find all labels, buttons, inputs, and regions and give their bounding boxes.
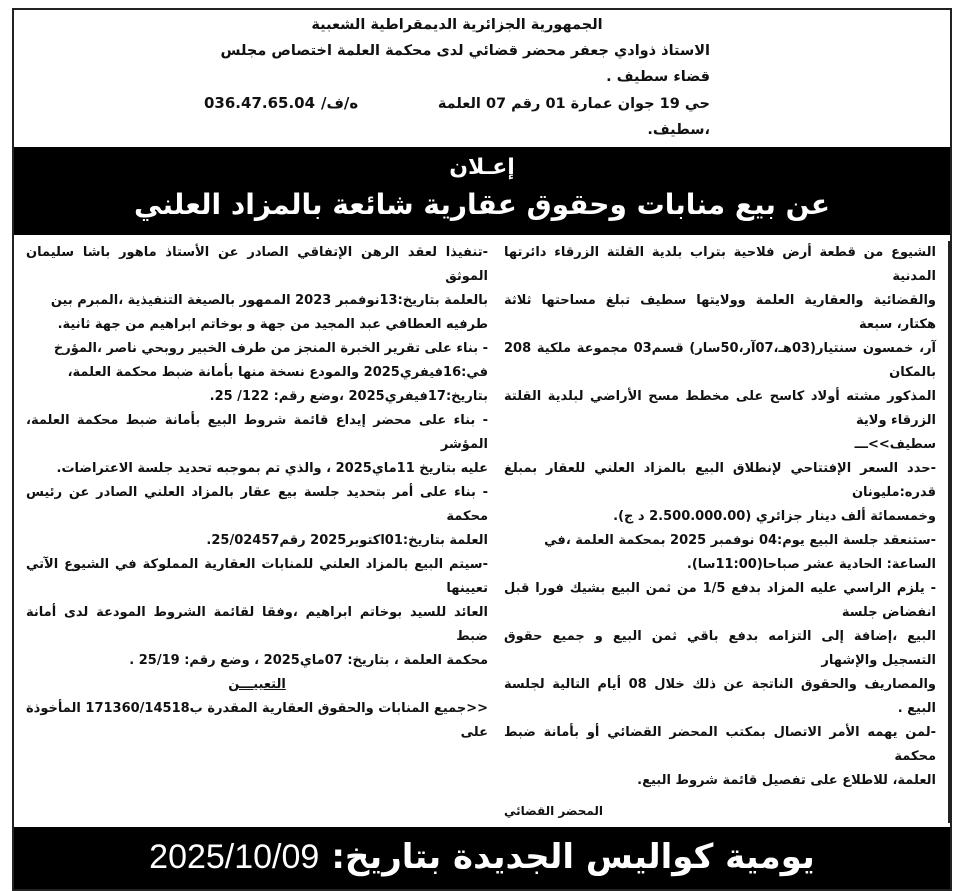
text-line: سطيف>>ـــ bbox=[854, 437, 936, 452]
text-line: آر، خمسون سنتيار(03هـ،07آر،50سار) قسم03 مجموعة ملكية 208 بالمكان bbox=[504, 341, 937, 380]
right-column bbox=[14, 241, 496, 823]
text-line: العلمة، للاطلاع على تفصيل قائمة شروط البيع. bbox=[637, 773, 936, 788]
text-line: والقضائية والعقارية العلمة وولايتها سطيف تبلغ مساحتها ثلاثة هكتار، سبعة bbox=[504, 293, 936, 332]
text-line: محكمة العلمة ، بتاريخ: 07ماي2025 ، وضع رقم: 25/19 . bbox=[129, 653, 488, 668]
notice-header bbox=[14, 10, 950, 147]
text-line: - بناء على تقرير الخبرة المنجز من طرف الخبير روبحي ناصر ،المؤرخ bbox=[53, 341, 488, 356]
left-column bbox=[496, 241, 950, 823]
text-line: طرفيه العطافي عبد المجيد من جهة و بوخاتم ابراهيم من جهة ثانية. bbox=[57, 317, 488, 332]
signature: المحضر القضائي bbox=[504, 804, 604, 818]
text-line: المذكور مشته أولاد كاسح على مخطط مسح الأراضي لبلدية القلتة الزرقاء ولاية bbox=[504, 389, 936, 428]
publication-footer bbox=[14, 827, 950, 889]
text-line: -لمن يهمه الأمر الاتصال بمكتب المحضر القضائي أو بأمانة ضبط محكمة bbox=[504, 725, 936, 764]
text-line: - بناء على محضر إيداع قائمة شروط البيع بأمانة ضبط محكمة العلمة، المؤشر bbox=[26, 413, 488, 452]
bailiff-name: الاستاذ ذوادي جعفر محضر قضائي لدى محكمة العلمة اختصاص مجلس قضاء سطيف . bbox=[220, 43, 710, 85]
text-line: وخمسمائة ألف دينار جزائري (2.500.000.00 د ج). bbox=[613, 509, 936, 524]
phone-value: 036.47.65.04 bbox=[204, 94, 316, 112]
text-line: البيع ،إضافة إلى التزامه بدفع باقي ثمن البيع و جميع حقوق التسجيل والإشهار bbox=[504, 629, 936, 668]
text-line: والمصاريف والحقوق الناتجة عن ذلك خلال 08 أيام التالية لجلسة البيع . bbox=[504, 677, 936, 716]
country-name: الجمهورية الجزائرية الديمقراطية الشعبية bbox=[311, 17, 603, 33]
phone-number bbox=[204, 90, 358, 116]
notice-title: عن بيع منابات وحقوق عقارية شائعة بالمزاد العلني bbox=[134, 188, 830, 221]
text-line: العائد للسيد بوخاتم ابراهيم ،وفقا لقائمة الشروط المودعة لدى أمانة ضبط bbox=[26, 605, 488, 644]
text-line: -ستنعقد جلسة البيع يوم:04 نوفمبر 2025 بمحكمة العلمة ،في bbox=[544, 533, 936, 548]
publication-date: 2025/10/09 bbox=[149, 838, 320, 876]
text-line: - يلزم الراسي عليه المزاد بدفع 1/5 من ثمن البيع بشيك فورا قبل انفضاض جلسة bbox=[504, 581, 936, 620]
text-line: -سيتم البيع بالمزاد العلني للمنابات العقارية المملوكة في الشيوع الآتي تعيينها bbox=[26, 557, 488, 596]
designation-heading: التعييـــن bbox=[228, 677, 286, 692]
text-line: -تنفيذا لعقد الرهن الإتفاقي الصادر عن الأستاذ ماهور باشا سليمان الموثق bbox=[26, 245, 488, 284]
text-line: بتاريخ:17فيفري2025 ،وضع رقم: 122/ 25. bbox=[209, 389, 488, 404]
designation-line: <<جميع المنابات والحقوق العقارية المقدرة ب171360/14518 المأخوذة على bbox=[26, 701, 488, 740]
notice-body bbox=[14, 235, 950, 827]
text-line: بالعلمة بتاريخ:13نوفمبر 2023 الممهور بالصيغة التنفيذية ،المبرم بين bbox=[50, 293, 488, 308]
phone-label: ه/ف/ bbox=[321, 94, 359, 112]
text-line: الساعة: الحادية عشر صباحا(11:00سا). bbox=[686, 557, 936, 572]
text-line: -حدد السعر الإفتتاحي لإنطلاق البيع بالمزاد العلني للعقار بمبلغ قدره:مليونان bbox=[504, 461, 936, 500]
text-line: العلمة بتاريخ:01اكتوبر2025 رقم25/02457. bbox=[206, 533, 488, 548]
text-line: في:16فيفري2025 والمودع نسخة منها بأمانة ضبط محكمة العلمة، bbox=[67, 365, 488, 380]
title-banner bbox=[14, 147, 950, 235]
text-line: عليه بتاريخ 11ماي2025 ، والذي تم بموجبه تحديد جلسة الاعتراضات. bbox=[56, 461, 488, 476]
address-row bbox=[204, 90, 710, 143]
notice-label: إعـلان bbox=[449, 155, 515, 180]
text-line: - بناء على أمر بتحديد جلسة بيع عقار بالمزاد العلني الصادر عن رئيس محكمة bbox=[26, 485, 488, 524]
text-line: الشيوع من قطعة أرض فلاحية بتراب بلدية القلتة الزرقاء دائرتها المدنية bbox=[504, 245, 936, 284]
notice-frame bbox=[12, 8, 952, 891]
publication-label: يومية كواليس الجديدة بتاريخ: bbox=[331, 837, 815, 877]
bailiff-address: حي 19 جوان عمارة 01 رقم 07 العلمة ،سطيف. bbox=[437, 96, 710, 138]
